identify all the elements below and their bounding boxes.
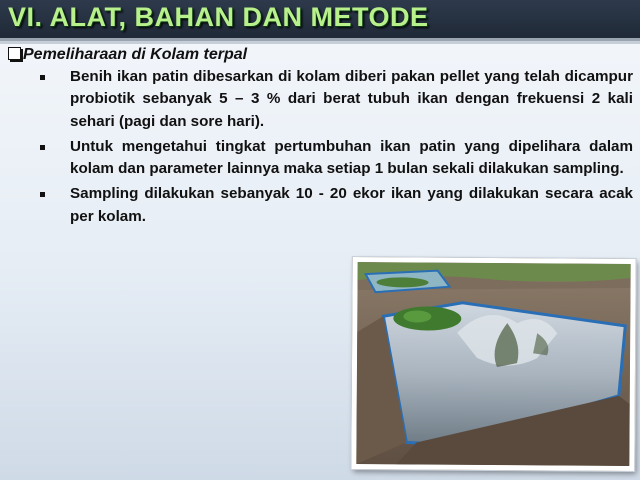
bullet-list xyxy=(70,66,633,231)
checkbox-bullet-icon xyxy=(8,47,21,60)
slide-title: VI. ALAT, BAHAN DAN METODE xyxy=(8,2,429,32)
pond-photo-illustration xyxy=(356,262,630,466)
bullet-item xyxy=(70,66,633,133)
pond-photo xyxy=(351,257,635,471)
bullet-item xyxy=(70,136,633,181)
section-heading xyxy=(8,46,247,64)
section-heading-text: Pemeliharaan di Kolam terpal xyxy=(23,46,248,63)
square-bullet-icon xyxy=(40,75,45,80)
bullet-text: Untuk mengetahui tingkat pertumbuhan ikan patin yang dipelihara dalam kolam dan parameter lainnya maka setiap 1 bulan sekali dilakukan sampling. xyxy=(70,137,633,178)
square-bullet-icon xyxy=(40,192,45,197)
title-bar xyxy=(0,0,640,41)
bullet-text: Benih ikan patin dibesarkan di kolam diberi pakan pellet yang telah dicampur probiotik sebanyak 5 – 3 % dari berat tubuh ikan dengan frekuensi 2 kali sehari (pagi dan sore hari). xyxy=(70,68,633,130)
bullet-item xyxy=(70,183,633,228)
square-bullet-icon xyxy=(40,145,45,150)
bullet-text: Sampling dilakukan sebanyak 10 - 20 ekor ikan yang dilakukan secara acak per kolam. xyxy=(70,185,633,225)
